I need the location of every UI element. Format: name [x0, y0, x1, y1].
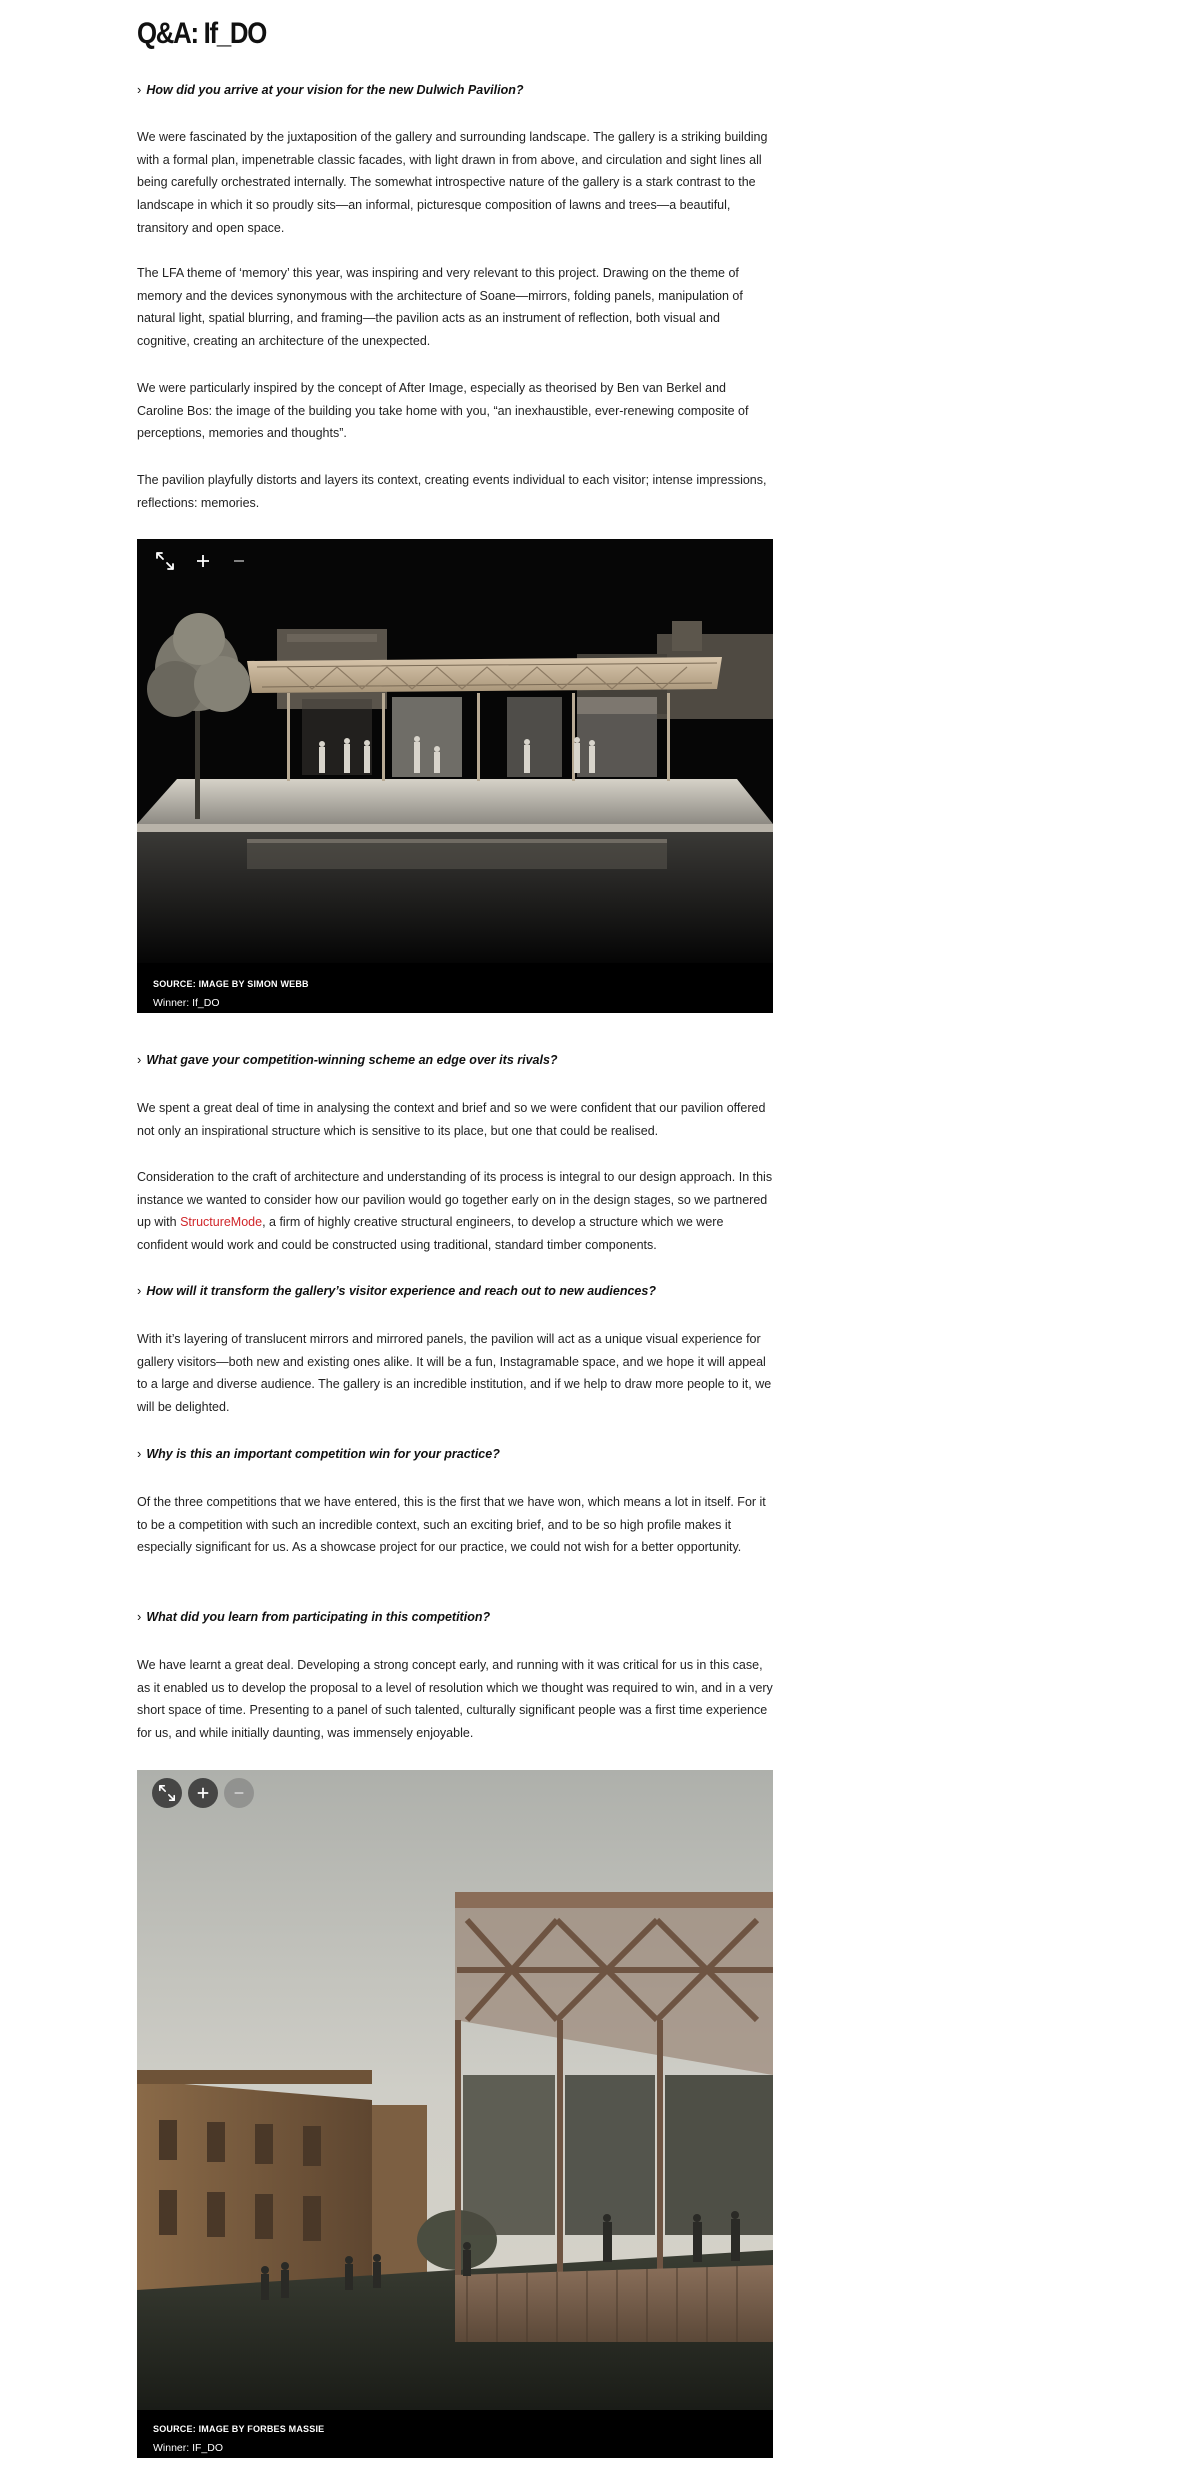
paragraph: We have learnt a great deal. Developing a strong concept early, and running with it was critical for us in this case, as it enabled us to develop the proposal to a level of resolution which we thought was required to win, and in a very short space of time. Presenting to a panel of such talented, culturally significant people was a first time experience for us, and while initially daunting, was immensely enjoyable.: [137, 1658, 773, 1741]
plus-icon[interactable]: [188, 1778, 218, 1808]
paragraph: We were fascinated by the juxtaposition of the gallery and surrounding landscape. The gallery is a striking building with a formal plan, impenetrable classic facades, with light drawn in from above, and circulation and sight lines all being carefully orchestrated internally. The somewhat introspective nature of the gallery is a stark contrast to the landscape in which it so proudly sits—an informal, picturesque composition of lawns and trees—a beautiful, transitory and open space.: [137, 130, 768, 235]
plus-icon[interactable]: [191, 549, 215, 573]
question-text: How did you arrive at your vision for the new Dulwich Pavilion?: [146, 83, 524, 97]
question-heading: [137, 1444, 773, 1464]
image-gallery[interactable]: [137, 1770, 773, 2458]
paragraph: Of the three competitions that we have entered, this is the first that we have won, which means a lot in itself. For it to be a competition with such an incredible context, such an exciting brief, and to be so high profile makes it especially significant for us. As a showcase project for our practice, we could not wish for a better opportunity.: [137, 1495, 766, 1555]
image-caption: Winner: IF_DO: [153, 2442, 224, 2454]
chevron-right-icon: ›: [137, 1283, 142, 1298]
question-heading: [137, 1607, 773, 1627]
expand-icon[interactable]: [152, 1778, 182, 1808]
figure-caption: [153, 2422, 757, 2456]
question-heading: [137, 1281, 773, 1301]
paragraph-text: Consideration to the craft of architecture and understanding of its process is integral to our design approach. In this instance we wanted to consider how our pavilion would go together early on in the design stages, so we partnered up with: [137, 1170, 773, 1230]
question-text: What gave your competition-winning scheme an edge over its rivals?: [146, 1053, 558, 1067]
expand-icon[interactable]: [153, 549, 177, 573]
paragraph: With it’s layering of translucent mirrors and mirrored panels, the pavilion will act as a unique visual experience for gallery visitors—both new and existing ones alike. It will be a fun, Instagramable space, and we hope it will appeal to a large and diverse audience. The gallery is an incredible institution, and if we help to draw more people to it, we will be delighted.: [137, 1332, 772, 1415]
image-source: SOURCE: IMAGE BY SIMON WEBB: [153, 979, 309, 989]
figure-caption: [153, 977, 757, 1011]
page-title: Q&A: If_DO: [137, 17, 266, 50]
image-gallery[interactable]: [137, 539, 773, 1013]
paragraph: The pavilion playfully distorts and layers its context, creating events individual to each visitor; intense impressions, reflections: memories.: [137, 473, 767, 510]
paragraph: We spent a great deal of time in analysing the context and brief and so we were confident that our pavilion offered not only an inspirational structure which is sensitive to its place, but one that could be realised.: [137, 1101, 766, 1138]
pavilion-rendering: [137, 1770, 773, 2410]
image-source: SOURCE: IMAGE BY FORBES MASSIE: [153, 2424, 325, 2434]
pavilion-model-photo: [137, 539, 773, 963]
minus-icon[interactable]: [224, 1778, 254, 1808]
chevron-right-icon: ›: [137, 1052, 142, 1067]
question-text: What did you learn from participating in this competition?: [146, 1610, 491, 1624]
question-heading: [137, 1050, 773, 1070]
paragraph: [137, 1166, 773, 1257]
paragraph-text: , a firm of highly creative structural engineers, to develop a structure which we were confident would work and could be constructed using traditional, standard timber components.: [137, 1215, 724, 1253]
question-text: How will it transform the gallery’s visitor experience and reach out to new audiences?: [146, 1284, 656, 1298]
structuremode-link[interactable]: StructureMode: [180, 1215, 263, 1230]
image-caption: Winner: If_DO: [153, 997, 220, 1009]
question-text: Why is this an important competition win for your practice?: [146, 1447, 500, 1461]
minus-icon[interactable]: [227, 549, 251, 573]
paragraph: The LFA theme of ‘memory’ this year, was inspiring and very relevant to this project. Drawing on the theme of memory and the devices synonymous with the architecture of Soane—mirrors, folding panels, manipulation of natural light, spatial blurring, and framing—the pavilion acts as an instrument of reflection, both visual and cognitive, creating an architecture of the unexpected.: [137, 266, 743, 349]
paragraph: We were particularly inspired by the concept of After Image, especially as theorised by Ben van Berkel and Caroline Bos: the image of the building you take home with you, “an inexhaustible, ever-renewing composite of perceptions, memories and thoughts”.: [137, 381, 749, 441]
chevron-right-icon: ›: [137, 1609, 142, 1624]
question-heading: [137, 80, 773, 100]
chevron-right-icon: ›: [137, 82, 142, 97]
chevron-right-icon: ›: [137, 1446, 142, 1461]
